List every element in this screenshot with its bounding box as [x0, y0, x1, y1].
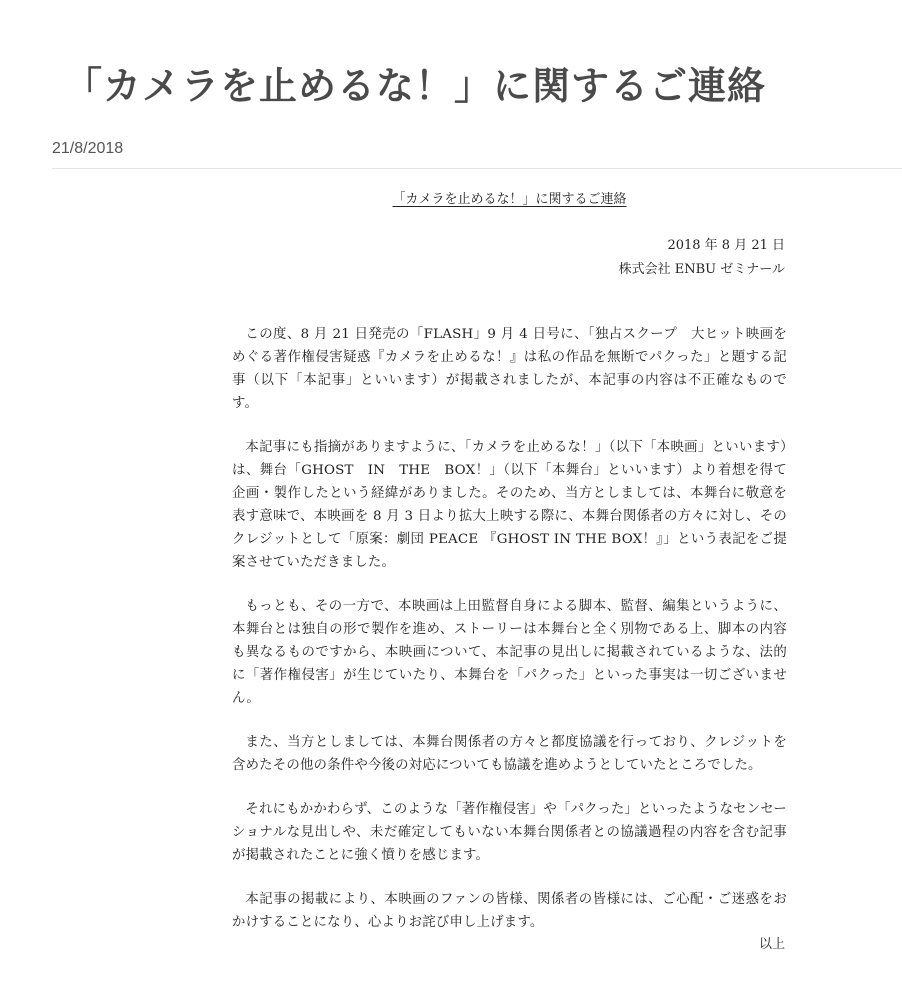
paragraph: もっとも、その一方で、本映画は上田監督自身による脚本、監督、編集というように、本舞台とは独自の形で製作を進め、ストーリーは本舞台と全く別物である上、脚本の内容も異なるものですから、本映画について、本記事の見出しに掲載されているような、法的に「著作権侵害」が生じていたり、本舞台を「パクった」といった事実は一切ございません。: [232, 599, 787, 706]
paragraph: 本記事の掲載により、本映画のファンの皆様、関係者の皆様には、ご心配・ご迷惑をおかけすることになり、心よりお詫び申し上げます。: [232, 892, 787, 930]
post-date: 21/8/2018: [52, 140, 124, 157]
document-heading-text: 「カメラを止めるな！」に関するご連絡: [392, 192, 627, 207]
paragraph: この度、8 月 21 日発売の「FLASH」9 月 4 日号に、「独占スクープ 大ヒット映画をめぐる著作権侵害疑惑『カメラを止めるな！』は私の作品を無断でパクった」と題する記事（以下「本記事」といいます）が掲載されましたが、本記事の内容は不正確なものです。: [232, 327, 787, 411]
paragraph: また、当方としましては、本舞台関係者の方々と都度協議を行っており、クレジットを含めたその他の条件や今後の対応についても協議を進めようとしていたところでした。: [232, 735, 787, 773]
document-body: [232, 323, 787, 955]
page-title: 「カメラを止めるな！」に関するご連絡: [64, 64, 767, 108]
paragraph: 本記事にも指摘がありますように、「カメラを止めるな！」（以下「本映画」といいます）は、舞台「GHOST IN THE BOX！」（以下「本舞台」といいます）より着想を得て企画・製作したという経緯がありました。そのため、当方としましては、本舞台に敬意を表す意味で、本映画を 8 月 3 日より拡大上映する際に、本舞台関係者の方々に対し、そのクレジットとして「原案：劇団 PEACE 『GHOST IN THE BOX！』」という表記をご提案させていただきました。: [232, 440, 787, 570]
closing-mark: 以上: [758, 937, 785, 952]
document-heading: [232, 190, 787, 210]
document-organization: 株式会社 ENBU ゼミナール: [618, 262, 785, 277]
paragraph: それにもかかわらず、このような「著作権侵害」や「パクった」といったようなセンセーショナルな見出しや、未だ確定してもいない本舞台関係者との協議過程の内容を含む記事が掲載されたことに強く憤りを感じます。: [232, 802, 787, 863]
divider: [52, 168, 902, 169]
document-date: 2018 年 8 月 21 日: [667, 238, 785, 253]
